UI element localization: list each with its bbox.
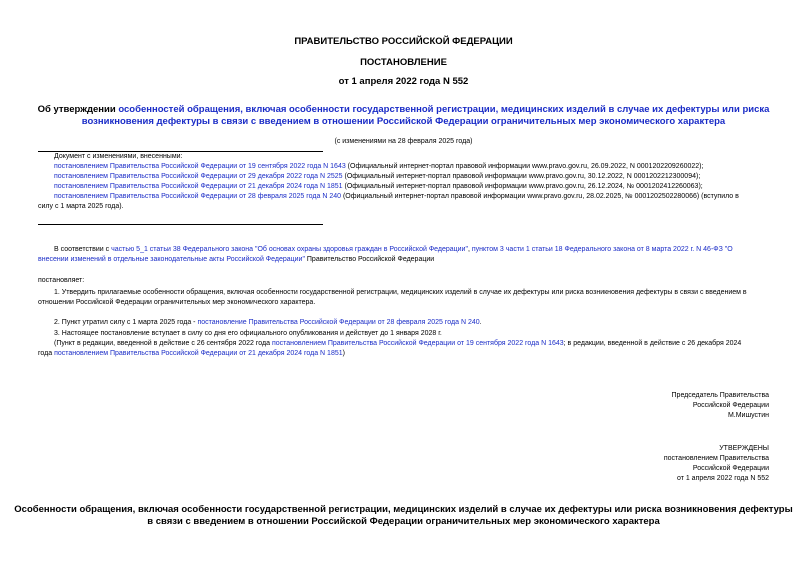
document-type: ПОСТАНОВЛЕНИЕ bbox=[360, 57, 447, 68]
note-close: ) bbox=[342, 350, 345, 357]
annex-title-line-continued: в связи с введением в отношении Российской Федерации ограничительных мер экономического характера bbox=[147, 516, 660, 527]
decides-word: постановляет: bbox=[38, 277, 85, 284]
change-text: (Официальный интернет-портал правовой информации www.pravo.gov.ru, 26.09.2022, N 0001202209260022); bbox=[345, 163, 704, 170]
note-text: (Пункт в редакции, введенной в действие с 26 сентября 2022 года bbox=[54, 340, 272, 347]
law-link-323[interactable]: частью 5_1 статьи 38 Федерального закона "Об основах охраны здоровья граждан в Российской Федерации" bbox=[111, 246, 468, 253]
signature-country: Российской Федерации bbox=[692, 402, 769, 409]
annex-title-line: Особенности обращения, включая особенности государственной регистрации, медицинских изделий в случае их дефектуры или риска возникновения дефектуры bbox=[14, 504, 793, 515]
approved-by: постановлением Правительства bbox=[663, 455, 769, 462]
document-date-number: от 1 апреля 2022 года N 552 bbox=[338, 76, 469, 87]
divider-bottom bbox=[38, 224, 323, 225]
title-prefix: Об утверждении bbox=[37, 104, 119, 115]
amendments-note: (с изменениями на 28 февраля 2025 года) bbox=[334, 138, 473, 145]
change-text: (Официальный интернет-портал правовой информации www.pravo.gov.ru, 26.12.2024, № 0001202412260063); bbox=[342, 183, 703, 190]
change-item bbox=[54, 182, 774, 192]
point-3: 3. Настоящее постановление вступает в силу со дня его официального опубликования и действует до 1 января 2028 г. bbox=[54, 330, 442, 337]
change-item-continued: силу с 1 марта 2025 года). bbox=[38, 203, 124, 210]
document-title bbox=[0, 104, 807, 128]
law-link-46fz[interactable]: пунктом 3 части 1 статьи 18 Федерального закона от 8 марта 2022 г. N 46-ФЗ "О bbox=[471, 246, 733, 253]
approved-heading: УТВЕРЖДЕНЫ bbox=[719, 445, 769, 452]
note-text-continued: ; в редакции, введенной в действие с 26 декабря 2024 bbox=[563, 340, 742, 347]
title-link-continued[interactable]: возникновения дефектуры в связи с введением в отношении Российской Федерации ограничительных мер экономического характера bbox=[81, 116, 726, 127]
change-link[interactable]: постановлением Правительства Российской Федерации от 28 февраля 2025 года N 240 bbox=[54, 193, 341, 200]
signature-block bbox=[672, 391, 769, 421]
point-1-line-continued: отношении Российской Федерации ограничительных мер экономического характера. bbox=[38, 299, 316, 306]
signature-name: М.Мишустин bbox=[727, 412, 769, 419]
change-link[interactable]: постановлением Правительства Российской Федерации от 21 декабря 2024 года N 1851 bbox=[54, 183, 343, 190]
note-link-1643[interactable]: постановлением Правительства Российской Федерации от 19 сентября 2022 года N 1643 bbox=[271, 340, 564, 347]
point-2-end: . bbox=[479, 319, 482, 326]
preamble-end: Правительство Российской Федерации bbox=[304, 256, 435, 263]
note-year-word: года bbox=[38, 350, 55, 357]
preamble bbox=[38, 245, 773, 265]
point-2-link[interactable]: постановление Правительства Российской Федерации от 28 февраля 2025 года N 240 bbox=[197, 319, 480, 326]
law-link-46fz-continued[interactable]: внесении изменений в отдельные законодательные акты Российской Федерации" bbox=[38, 256, 305, 263]
change-link[interactable]: постановлением Правительства Российской Федерации от 29 декабря 2022 года N 2525 bbox=[54, 173, 343, 180]
point-1 bbox=[38, 288, 773, 308]
signature-position: Председатель Правительства bbox=[671, 392, 769, 399]
preamble-text: В соответствии с bbox=[54, 246, 112, 253]
title-link[interactable]: особенностей обращения, включая особенности государственной регистрации, медицинских изделий в случае их дефектуры или риска bbox=[118, 104, 770, 115]
note-link-1851[interactable]: постановлением Правительства Российской Федерации от 21 декабря 2024 года N 1851 bbox=[54, 350, 343, 357]
change-item bbox=[54, 192, 774, 202]
approved-block bbox=[664, 444, 769, 484]
change-link[interactable]: постановлением Правительства Российской Федерации от 19 сентября 2022 года N 1643 bbox=[54, 163, 346, 170]
annex-title bbox=[0, 504, 807, 528]
change-text: (Официальный интернет-портал правовой информации www.pravo.gov.ru, 30.12.2022, N 0001202212300094); bbox=[342, 173, 701, 180]
changes-block bbox=[38, 152, 774, 212]
point-1-line: 1. Утвердить прилагаемые особенности обращения, включая особенности государственной регистрации, медицинских изделий в случае их дефектуры или риска возникновения дефектуры в связи с введением в bbox=[54, 289, 747, 296]
point-2 bbox=[54, 318, 774, 328]
change-item bbox=[54, 162, 774, 172]
approved-country: Российской Федерации bbox=[692, 465, 769, 472]
change-text: (Официальный интернет-портал правовой информации www.pravo.gov.ru, 28.02.2025, № 0001202502280066) (вступило в bbox=[341, 193, 739, 200]
government-heading: ПРАВИТЕЛЬСТВО РОССИЙСКОЙ ФЕДЕРАЦИИ bbox=[294, 36, 513, 47]
preamble-separator: , bbox=[467, 246, 472, 253]
changes-intro: Документ с изменениями, внесенными: bbox=[54, 153, 183, 160]
point-3-note bbox=[38, 339, 773, 359]
change-item bbox=[54, 172, 774, 182]
point-2-text: 2. Пункт утратил силу с 1 марта 2025 года - bbox=[54, 319, 198, 326]
approved-date: от 1 апреля 2022 года N 552 bbox=[676, 475, 769, 482]
